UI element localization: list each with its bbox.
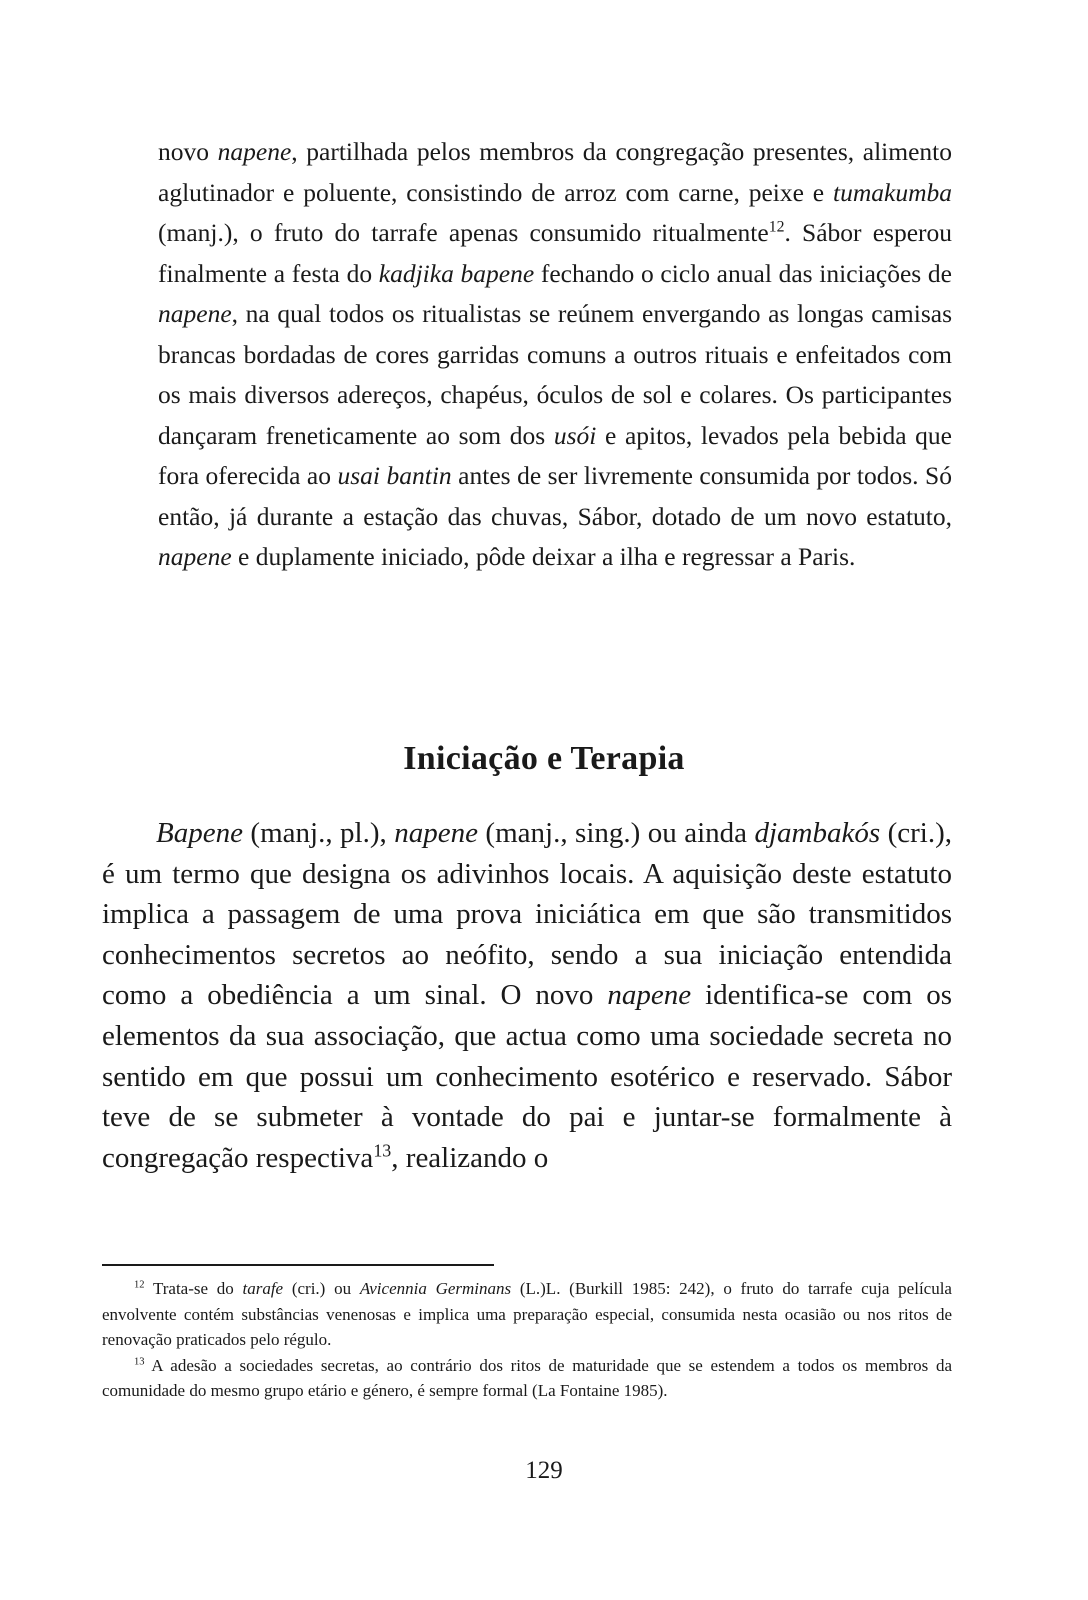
text-run: (cri.) ou [283,1279,360,1298]
footnote-marker: 12 [134,1279,145,1291]
footnotes [102,1276,952,1404]
text-run: (manj.), o fruto do tarrafe apenas consumido ritualmente [158,218,769,247]
footnote-marker: 13 [134,1355,145,1367]
body-paragraph [102,813,952,1178]
italic-term: kadjika bapene [378,258,535,288]
text-run: , na qual todos os ritualistas se reúnem envergando as longas camisas brancas bordadas de cores garridas comuns a outros rituais e enfeitados com os mais diversos adereços, chapéus, óculos de sol e colares. Os participantes dançaram freneticamente ao som dos [158,299,952,450]
italic-term: tarafe [242,1279,284,1298]
text-run: novo [158,137,218,166]
footnote-divider [102,1264,494,1266]
text-run: , realizando o [391,1141,549,1174]
page-number: 129 [525,1457,563,1484]
text-run: A adesão a sociedades secretas, ao contrário dos ritos de maturidade que se estendem a todos os membros da comunidade do mesmo grupo etário e género, é sempre formal (La Fontaine 1985). [102,1355,952,1400]
footnote-ref-12[interactable]: 12 [768,218,785,236]
italic-term: usai bantin [337,461,452,490]
text-run: antes de ser livremente consumida por todos. Só então, já durante a estação das chuvas, Sábor, dotado de um novo estatuto, [158,461,952,531]
italic-term: napene [217,137,292,166]
italic-term: djambakós [754,817,881,849]
italic-term: napene [607,979,692,1012]
text-run: , partilhada pelos membros da congregação presentes, alimento aglutinador e poluente, consistindo de arroz com carne, peixe e [158,137,953,207]
italic-term: napene [158,542,232,571]
text-run: e duplamente iniciado, pôde deixar a ilha e regressar a Paris. [231,542,856,571]
text-run: (cri.), é um termo que designa os adivinhos locais. A aquisição deste estatuto implica a passagem de uma prova iniciática em que são transmitidos conhecimentos secretos ao neófito, sendo a sua iniciação entendida como a obediência a um sinal. O novo [102,817,953,1012]
text-run: identifica-se com os elementos da sua associação, que actua como uma sociedade secreta no sentido em que possui um conhecimento esotérico e reservado. Sábor teve de se submeter à vontade do pai e juntar-se formalmente à congregação respectiva [102,979,952,1174]
text-run: (L.)L. (Burkill 1985: 242), o fruto do tarrafe cuja película envolvente contém substâncias venenosas e implica uma preparação especial, consumida nesta ocasião ou nos ritos de renovação praticados pelo régulo. [102,1279,952,1349]
italic-term: napene [158,299,232,328]
text-run: (manj., pl.), [242,817,395,849]
italic-term: tumakumba [833,177,952,207]
text-run: e apitos, levados pela bebida que fora oferecida ao [158,420,952,490]
text-run: . Sábor esperou finalmente a festa do [158,218,952,288]
footnote-ref-13[interactable]: 13 [373,1140,392,1161]
italic-term: Avicennia Germinans [359,1279,512,1298]
footnote-12 [102,1276,952,1353]
text-run: Trata-se do [144,1279,243,1298]
italic-term: napene [394,817,478,849]
body-paragraph-continued [158,132,952,578]
section-heading: Iniciação e Terapia [403,740,685,777]
italic-term: Bapene [156,817,243,849]
footnote-13 [102,1353,952,1404]
text-run: fechando o ciclo anual das iniciações de [534,258,952,288]
italic-term: usói [553,420,597,450]
text-run: (manj., sing.) ou ainda [477,817,755,849]
